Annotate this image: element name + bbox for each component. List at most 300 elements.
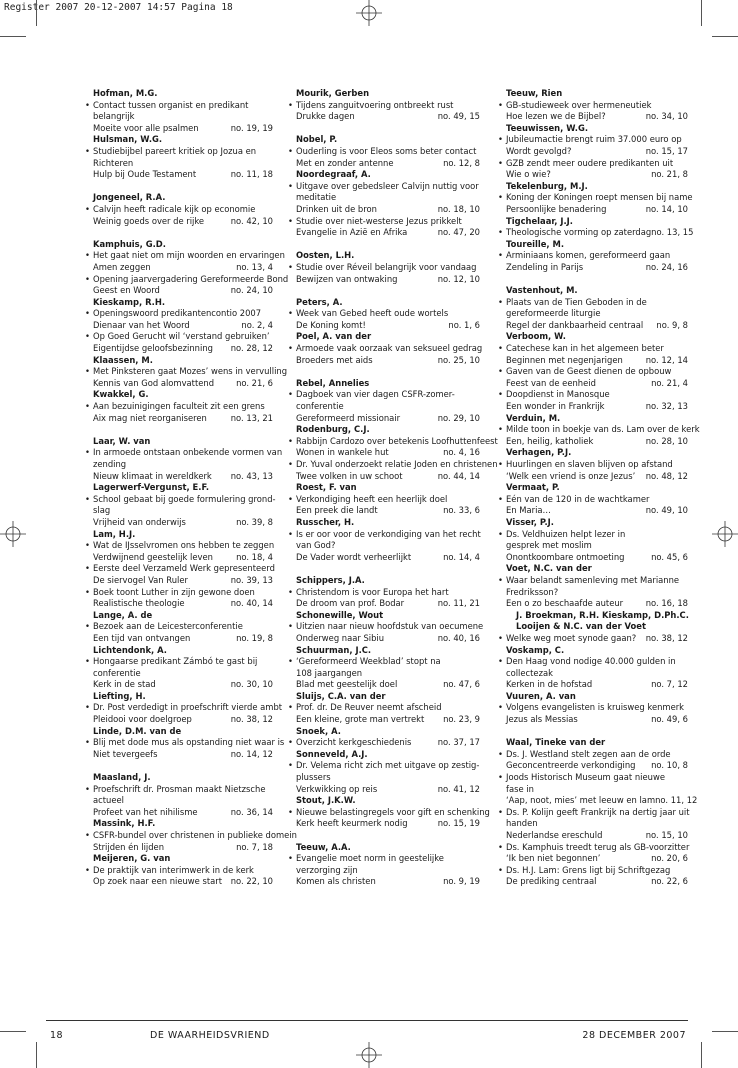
article-reference <box>290 737 480 749</box>
article-reference <box>500 876 688 888</box>
article-subject-continued: gereformeerde liturgie <box>506 308 601 319</box>
article-reference <box>500 227 694 239</box>
article-subject: • Joods Historisch Museum gaat nieuwe <box>500 772 688 784</box>
article-title: Gereformeerd missionair <box>296 412 401 423</box>
issue-page-reference: no. 40, 16 <box>437 632 480 643</box>
article-title: • Overzicht kerkgeschiedenis <box>296 737 412 748</box>
issue-page-reference: no. 11, 21 <box>437 598 480 609</box>
article-subject: • Volgens evangelisten is kruisweg kenmerk <box>500 702 688 714</box>
article-reference <box>500 830 688 842</box>
article-reference <box>500 320 688 332</box>
article-subject: • Dr. Yuval onderzoekt relatie Joden en christenen <box>290 459 480 471</box>
footer-rule <box>46 1020 688 1021</box>
issue-page-reference: no. 13, 15 <box>651 227 694 238</box>
article-reference <box>87 876 273 888</box>
article-subject: • Ds. P. Kolijn geeft Frankrijk na dertig jaar uit <box>500 807 688 819</box>
article-title: Realistische theologie <box>93 598 185 609</box>
article-subject: • Evangelie moet norm in geestelijke <box>290 853 480 865</box>
article-subject: • Ouderling is voor Eleos soms beter contact <box>290 146 480 158</box>
crop-mark <box>0 1031 26 1032</box>
author-name: Teeuw, A.A. <box>296 841 351 852</box>
article-reference <box>87 807 273 819</box>
issue-page-reference: no. 18, 4 <box>236 551 273 562</box>
author-name: Schuurman, J.C. <box>296 644 372 655</box>
article-reference <box>500 146 688 158</box>
article-reference <box>500 436 688 448</box>
issue-page-reference: no. 15, 19 <box>437 818 480 829</box>
article-title: Dienaar van het Woord <box>93 319 190 330</box>
article-subject: • Opening jaarvergadering Gereformeerde Bond <box>87 274 273 286</box>
article-title: Drukke dagen <box>296 111 355 122</box>
issue-page-reference: no. 18, 10 <box>437 203 480 214</box>
article-subject: • Waar belandt samenleving met Marianne <box>500 575 688 587</box>
author-name: Voskamp, C. <box>506 644 565 655</box>
article-title: Drinken uit de bron <box>296 203 377 214</box>
article-title: Wordt gevolgd? <box>506 145 572 156</box>
article-subject: • GZB zendt meer oudere predikanten uit <box>500 158 688 170</box>
issue-page-reference: no. 49, 6 <box>651 714 688 725</box>
article-title: Hoe lezen we de Bijbel? <box>506 111 606 122</box>
crop-mark <box>712 1031 738 1032</box>
article-subject: • Gaven van de Geest dienen de opbouw <box>500 366 688 378</box>
article-title: Evangelie in Azië en Afrika <box>296 227 408 238</box>
article-subject-continued: conferentie <box>93 667 141 678</box>
article-title: Blad met geestelijk doel <box>296 679 398 690</box>
article-subject: • School gebaat bij goede formulering grond- <box>87 494 273 506</box>
article-subject: • Dr. Post verdedigt in proefschrift vierde ambt <box>87 702 273 714</box>
author-name: Roest, F. van <box>296 482 357 493</box>
publication-name: DE WAARHEIDSVRIEND <box>150 1030 270 1041</box>
crop-mark <box>701 1042 702 1068</box>
article-title: Onontkoombare ontmoeting <box>506 551 625 562</box>
article-subject: • Ds. J. Westland stelt zegen aan de orde <box>500 749 688 761</box>
article-title: Kerken in de hofstad <box>506 679 593 690</box>
article-reference <box>87 714 273 726</box>
article-title: Vrijheid van onderwijs <box>93 516 186 527</box>
article-title: Zendeling in Parijs <box>506 261 584 272</box>
article-reference <box>87 343 273 355</box>
article-title: De prediking centraal <box>506 876 597 887</box>
article-subject-continued: van God? <box>296 540 336 551</box>
issue-page-reference: no. 20, 6 <box>651 853 688 864</box>
registration-mark-icon <box>356 1042 382 1068</box>
article-reference <box>87 842 273 854</box>
issue-page-reference: no. 29, 10 <box>437 412 480 423</box>
issue-page-reference: no. 1, 6 <box>448 319 480 330</box>
issue-page-reference: no. 49, 10 <box>645 505 688 516</box>
article-title: De droom van prof. Bodar <box>296 598 405 609</box>
article-subject: • Dr. Velema richt zich met uitgave op zestig- <box>290 760 480 772</box>
article-title: Persoonlijke benadering <box>506 203 607 214</box>
issue-page-reference: no. 24, 16 <box>645 261 688 272</box>
spacer <box>87 760 273 772</box>
issue-page-reference: no. 36, 14 <box>230 806 273 817</box>
crop-mark <box>36 1042 37 1068</box>
issue-page-reference: no. 28, 12 <box>230 343 273 354</box>
author-name: Hofman, M.G. <box>93 88 158 98</box>
article-title: Amen zeggen <box>93 261 151 272</box>
author-name: Verhagen, P.J. <box>506 447 572 458</box>
article-reference <box>290 355 480 367</box>
issue-page-reference: no. 11, 12 <box>655 795 698 806</box>
issue-page-reference: no. 21, 8 <box>651 169 688 180</box>
issue-page-reference: no. 47, 6 <box>443 679 480 690</box>
article-reference <box>500 355 688 367</box>
issue-page-reference: no. 42, 10 <box>230 215 273 226</box>
article-reference <box>87 471 273 483</box>
article-subject: • Nieuwe belastingregels voor gift en schenking <box>290 807 480 819</box>
article-subject: • Calvijn heeft radicale kijk op economie <box>87 204 273 216</box>
article-reference <box>290 552 480 564</box>
article-subject: • Doopdienst in Manosque <box>500 389 688 401</box>
article-title: Verkwikking op reis <box>296 783 378 794</box>
article-reference <box>290 274 480 286</box>
article-reference <box>87 413 273 425</box>
issue-page-reference: no. 41, 12 <box>437 783 480 794</box>
author-name: Tekelenburg, M.J. <box>506 180 588 191</box>
article-reference <box>500 633 688 645</box>
issue-page-reference: no. 38, 12 <box>645 632 688 643</box>
print-slug: Register 2007 20-12-2007 14:57 Pagina 18 <box>4 2 233 13</box>
article-subject: • ‘Gereformeerd Weekblad’ stopt na <box>290 656 480 668</box>
author-name: Voet, N.C. van der <box>506 563 592 574</box>
article-title: Nieuw klimaat in wereldkerk <box>93 470 212 481</box>
article-title: Op zoek naar een nieuwe start <box>93 876 222 887</box>
article-reference <box>500 760 688 772</box>
issue-page-reference: no. 15, 17 <box>645 145 688 156</box>
issue-page-reference: no. 30, 10 <box>230 679 273 690</box>
article-reference <box>500 401 688 413</box>
spacer <box>290 285 480 297</box>
article-subject-continued: verzorging zijn <box>296 864 358 875</box>
article-reference <box>500 795 698 807</box>
author-name: Stout, J.K.W. <box>296 795 356 806</box>
registration-mark-icon <box>0 521 26 547</box>
article-subject: • In armoede ontstaan onbekende vormen van <box>87 447 273 459</box>
article-reference <box>87 552 273 564</box>
author-name: Lagerwerf-Vergunst, E.F. <box>93 482 210 493</box>
article-title: Een kleine, grote man vertrekt <box>296 714 425 725</box>
spacer <box>290 830 480 842</box>
article-title: Aix mag niet reorganiseren <box>93 412 207 423</box>
author-name: Lichtendonk, A. <box>93 644 167 655</box>
article-subject: • Aan bezuinigingen faculteit zit een grens <box>87 401 273 413</box>
article-subject: • Wat de IJsselvromen ons hebben te zeggen <box>87 540 273 552</box>
author-name: Visser, P.J. <box>506 516 554 527</box>
article-reference <box>500 679 688 691</box>
author-name: Vastenhout, M. <box>506 285 578 296</box>
article-subject: • Openingswoord predikantencontio 2007 <box>87 308 273 320</box>
article-subject: • Huurlingen en slaven blijven op afstand <box>500 459 688 471</box>
issue-page-reference: no. 14, 12 <box>230 748 273 759</box>
article-subject: • Rabbijn Cardozo over betekenis Loofhuttenfeest <box>290 436 480 448</box>
article-subject: • Bezoek aan de Leicesterconferentie <box>87 621 273 633</box>
author-name: Massink, H.F. <box>93 818 156 829</box>
issue-page-reference: no. 14, 10 <box>645 203 688 214</box>
article-title: Niet tevergeefs <box>93 748 158 759</box>
article-subject-continued: meditatie <box>296 192 337 203</box>
article-subject: • Tijdens zanguitvoering ontbreekt rust <box>290 100 480 112</box>
article-title: Een wonder in Frankrijk <box>506 401 605 412</box>
article-title: Twee volken in uw schoot <box>296 470 403 481</box>
article-subject-continued: handen <box>506 818 538 829</box>
spacer <box>87 181 273 193</box>
author-name: Klaassen, M. <box>93 354 153 365</box>
article-subject: • Is er oor voor de verkondiging van het recht <box>290 529 480 541</box>
issue-page-reference: no. 44, 14 <box>437 470 480 481</box>
author-name: Nobel, P. <box>296 134 338 145</box>
author-name: Schonewille, Wout <box>296 609 384 620</box>
article-title: En Maria… <box>506 505 551 516</box>
article-reference <box>500 169 688 181</box>
issue-page-reference: no. 32, 13 <box>645 401 688 412</box>
article-subject: • Christendom is voor Europa het hart <box>290 587 480 599</box>
spacer <box>87 424 273 436</box>
article-subject-continued: gesprek met moslim <box>506 540 592 551</box>
article-reference <box>500 598 688 610</box>
issue-page-reference: no. 48, 12 <box>645 470 688 481</box>
issue-page-reference: no. 22, 6 <box>651 876 688 887</box>
article-title: De Koning komt! <box>296 319 366 330</box>
issue-page-reference: no. 33, 6 <box>443 505 480 516</box>
article-title: Hulp bij Oude Testament <box>93 169 197 180</box>
author-name: Jongeneel, R.A. <box>93 192 166 203</box>
article-title: Pleidooi voor doelgroep <box>93 714 192 725</box>
article-reference <box>87 378 273 390</box>
article-title: Wie o wie? <box>506 169 551 180</box>
article-reference <box>290 111 480 123</box>
spacer <box>290 366 480 378</box>
article-subject: • GB-studieweek over hermeneutiek <box>500 100 688 112</box>
crop-mark <box>0 36 26 37</box>
page-number: 18 <box>50 1030 64 1041</box>
index-column-1 <box>87 88 297 888</box>
article-subject: • Armoede vaak oorzaak van seksueel gedrag <box>290 343 480 355</box>
article-title: Beginnen met negenjarigen <box>506 354 623 365</box>
author-name: Kwakkel, G. <box>93 389 149 400</box>
author-name: Verduin, M. <box>506 412 561 423</box>
issue-page-reference: no. 39, 8 <box>236 516 273 527</box>
article-title: Weinig goeds over de rijke <box>93 215 205 226</box>
article-reference <box>87 169 273 181</box>
article-subject-continued: zending <box>93 459 127 469</box>
article-reference <box>87 123 273 135</box>
article-reference <box>87 633 273 645</box>
issue-page-reference: no. 14, 4 <box>443 551 480 562</box>
issue-page-reference: no. 19, 8 <box>236 632 273 643</box>
article-title: De siervogel Van Ruler <box>93 574 188 585</box>
article-subject: • Plaats van de Tien Geboden in de <box>500 297 688 309</box>
author-name: Verboom, W. <box>506 331 566 342</box>
article-title: Profeet van het nihilisme <box>93 806 198 817</box>
article-title: Regel der dankbaarheid centraal <box>506 319 644 330</box>
article-reference <box>290 471 480 483</box>
author-name: Snoek, A. <box>296 725 341 736</box>
article-subject-continued: Fredriksson? <box>506 586 559 597</box>
article-subject: • Het gaat niet om mijn woorden en ervaringen <box>87 250 273 262</box>
issue-page-reference: no. 13, 4 <box>236 261 273 272</box>
article-subject-continued: slag <box>93 505 111 516</box>
author-name: Toureille, M. <box>506 238 565 249</box>
article-reference <box>87 216 273 228</box>
article-title: Kerk in de stad <box>93 679 156 690</box>
spacer <box>290 563 480 575</box>
author-name: Teeuwissen, W.G. <box>506 122 589 133</box>
article-title: Eigentijdse geloofsbezinning <box>93 343 213 354</box>
article-subject-continued: conferentie <box>296 401 344 412</box>
article-subject: • Jubileumactie brengt ruim 37.000 euro op <box>500 134 688 146</box>
issue-page-reference: no. 2, 4 <box>241 319 273 330</box>
article-title: Nederlandse ereschuld <box>506 830 603 840</box>
article-subject: • Eén van de 120 in de wachtkamer <box>500 494 688 506</box>
article-subject: • Koning der Koningen roept mensen bij name <box>500 192 688 204</box>
article-title: ‘Aap, noot, mies’ met leeuw en lam <box>506 795 656 806</box>
article-reference <box>290 876 480 888</box>
article-title: ‘Welk een vriend is onze Jezus’ <box>506 470 636 481</box>
article-reference <box>500 471 688 483</box>
author-name: Liefting, H. <box>93 690 146 701</box>
article-reference <box>290 818 480 830</box>
article-title: Feest van de eenheid <box>506 377 596 388</box>
article-reference <box>290 714 480 726</box>
author-name: Tigchelaar, J.J. <box>506 215 573 226</box>
issue-page-reference: no. 45, 6 <box>651 551 688 562</box>
article-subject: • Studiebijbel pareert kritiek op Jozua en <box>87 146 273 158</box>
article-subject: • De praktijk van interimwerk in de kerk <box>87 865 273 877</box>
author-name: Vuuren, A. van <box>506 690 576 701</box>
article-reference <box>290 633 480 645</box>
issue-page-reference: no. 43, 13 <box>230 470 273 481</box>
article-subject-continued: 108 jaargangen <box>296 667 363 678</box>
spacer <box>500 274 688 286</box>
article-title: Een, heilig, katholiek <box>506 435 594 446</box>
article-title: Geconcentreerde verkondiging <box>506 760 636 771</box>
index-column-3 <box>500 88 700 888</box>
article-reference <box>500 505 688 517</box>
spacer <box>290 123 480 135</box>
article-subject: • Eerste deel Verzameld Werk gepresenteerd <box>87 563 273 575</box>
article-subject: • Dagboek van vier dagen CSFR-zomer- <box>290 389 480 401</box>
article-subject: • Milde toon in boekje van ds. Lam over de kerk <box>500 424 688 436</box>
author-name: Laar, W. van <box>93 435 151 446</box>
article-title: ‘Ik ben niet begonnen’ <box>506 853 601 864</box>
issue-page-reference: no. 39, 13 <box>230 574 273 585</box>
article-reference <box>87 517 273 529</box>
article-subject: • Studie over Réveil belangrijk voor vandaag <box>290 262 480 274</box>
article-title: Onderweg naar Sibiu <box>296 632 385 643</box>
spacer <box>87 227 273 239</box>
article-subject: • Uitzien naar nieuw hoofdstuk van oecumene <box>290 621 480 633</box>
article-title: Kennis van God alomvattend <box>93 377 215 388</box>
article-title: Verdwijnend geestelijk leven <box>93 551 213 562</box>
article-title: Kerk heeft keurmerk nodig <box>296 818 408 829</box>
issue-page-reference: no. 28, 10 <box>645 435 688 446</box>
article-reference <box>87 320 273 332</box>
article-reference <box>290 227 480 239</box>
author-name: Teeuw, Rien <box>506 88 563 98</box>
article-reference <box>290 679 480 691</box>
issue-page-reference: no. 25, 10 <box>437 354 480 365</box>
author-name: Lange, A. de <box>93 609 153 620</box>
author-name: Waal, Tineke van der <box>506 737 606 748</box>
article-subject: • Ds. Veldhuizen helpt lezer in <box>500 529 688 541</box>
author-name: Mourik, Gerben <box>296 88 370 98</box>
author-name: Rodenburg, C.J. <box>296 424 370 435</box>
spacer <box>500 726 688 738</box>
author-name: Rebel, Annelies <box>296 377 370 388</box>
article-subject: • Arminiaans komen, gereformeerd gaan <box>500 250 688 262</box>
article-subject: • Blij met dode mus als opstanding niet waar is <box>87 737 273 749</box>
issue-page-reference: no. 12, 8 <box>443 157 480 168</box>
article-subject: • Boek toont Luther in zijn gewone doen <box>87 587 273 599</box>
article-reference <box>500 262 688 274</box>
author-name: Kamphuis, G.D. <box>93 238 166 249</box>
article-title: Een tijd van ontvangen <box>93 632 191 643</box>
author-name: Lam, H.J. <box>93 528 136 539</box>
article-subject-continued: Richteren <box>93 157 134 168</box>
article-subject: • Uitgave over gebedsleer Calvijn nuttig voor <box>290 181 480 193</box>
article-reference <box>500 204 688 216</box>
article-title: De Vader wordt verheerlijkt <box>296 551 412 562</box>
index-column-2 <box>290 88 498 888</box>
article-reference <box>500 111 688 123</box>
article-title: Strijden én lijden <box>93 841 165 852</box>
issue-page-reference: no. 15, 10 <box>645 830 688 840</box>
author-name: Hulsman, W.G. <box>93 134 163 145</box>
issue-page-reference: no. 40, 14 <box>230 598 273 609</box>
article-reference <box>500 552 688 564</box>
spacer <box>290 239 480 251</box>
article-title: Een preek die landt <box>296 505 378 516</box>
issue-page-reference: no. 23, 9 <box>443 714 480 725</box>
article-subject: • Contact tussen organist en predikant <box>87 100 273 112</box>
article-title: Komen als christen <box>296 876 376 887</box>
issue-page-reference: no. 10, 8 <box>651 760 688 771</box>
author-name: Peters, A. <box>296 296 343 307</box>
issue-page-reference: no. 49, 15 <box>437 111 480 122</box>
article-subject: • Week van Gebed heeft oude wortels <box>290 308 480 320</box>
issue-page-reference: no. 7, 18 <box>236 841 273 852</box>
author-name: J. Broekman, R.H. Kieskamp, D.Ph.C. <box>516 609 689 620</box>
author-name: Russcher, H. <box>296 516 355 527</box>
issue-page-reference: no. 4, 16 <box>443 447 480 458</box>
author-name: Meijeren, G. van <box>93 853 171 864</box>
issue-page-reference: no. 12, 14 <box>645 354 688 365</box>
registration-mark-icon <box>356 0 382 26</box>
article-subject-continued: fase in <box>506 783 534 794</box>
author-name: Sluijs, C.A. van der <box>296 690 386 701</box>
article-reference <box>290 598 480 610</box>
article-reference <box>87 575 273 587</box>
issue-page-reference: no. 16, 18 <box>645 598 688 609</box>
article-title: Geest en Woord <box>93 285 160 296</box>
article-subject: • Proefschrift dr. Prosman maakt Nietzsche <box>87 784 273 796</box>
article-reference <box>290 505 480 517</box>
author-name: Noordegraaf, A. <box>296 169 371 180</box>
article-subject: • Studie over niet-westerse Jezus prikkelt <box>290 216 480 228</box>
article-reference <box>87 262 273 274</box>
author-name: Looijen & N.C. van der Voet <box>516 621 646 632</box>
article-reference <box>500 378 688 390</box>
issue-page-reference: no. 22, 10 <box>230 876 273 887</box>
article-reference <box>290 447 480 459</box>
issue-page-reference: no. 21, 4 <box>651 377 688 388</box>
author-name: Kieskamp, R.H. <box>93 296 166 307</box>
article-title: Met en zonder antenne <box>296 157 394 168</box>
issue-page-reference: no. 7, 12 <box>651 679 688 690</box>
article-title: Wonen in wankele hut <box>296 447 389 458</box>
article-title: Bewijzen van ontwaking <box>296 273 398 284</box>
